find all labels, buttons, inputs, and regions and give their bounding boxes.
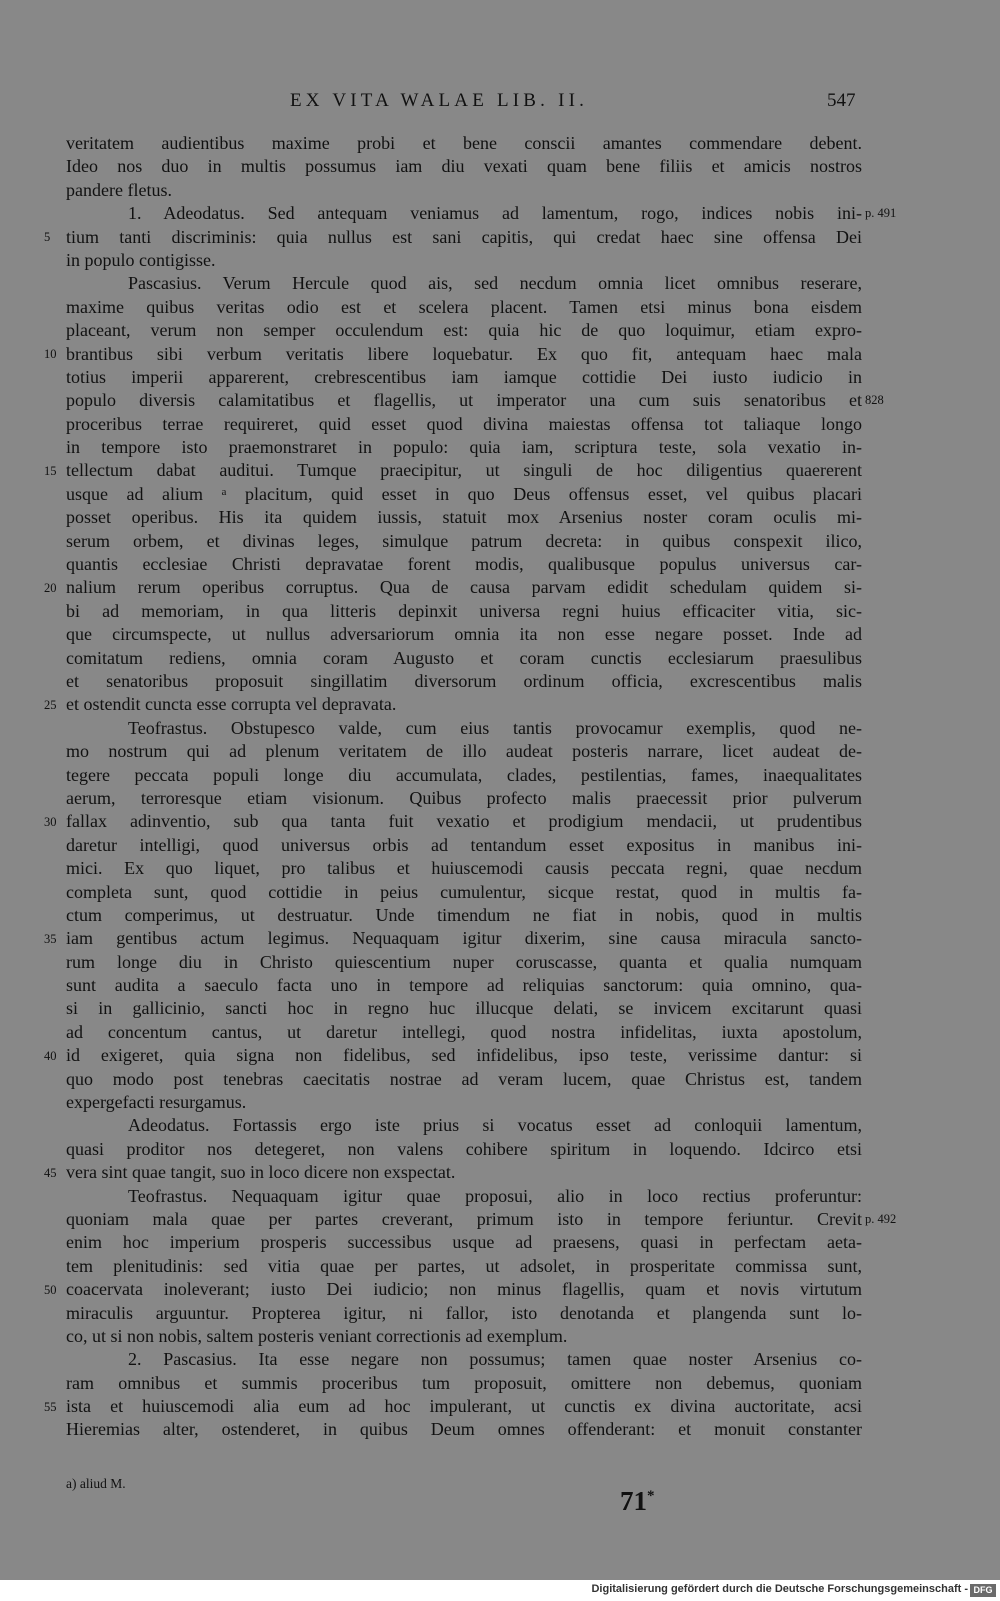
text-line: 2. Pascasius. Ita esse negare non possumus; tamen quae noster Arsenius co-: [128, 1349, 862, 1370]
text-line: tem plenitudinis: sed vitia quae per partes, ut adsolet, in prosperitate commissa sunt,: [66, 1255, 862, 1276]
text-line: quo modo post tenebras caecitatis nostrae ad veram lucem, quae Christus est, tandem: [66, 1068, 862, 1089]
text-line: in populo contigisse.: [66, 249, 216, 270]
text-line: quantis ecclesiae Christi depravatae forent modis, qualibusque populus universus car-: [66, 554, 862, 575]
signature-star: *: [647, 1488, 655, 1504]
text-line: placeant, verum non semper occulendum est: quia hic de quo loquimur, etiam expro-: [66, 320, 862, 341]
text-line: pandere fletus.: [66, 179, 172, 200]
footer-bar: [0, 1580, 1000, 1601]
text-line: ram omnibus et summis proceribus tum proposuit, omittere non debemus, quoniam: [66, 1372, 862, 1393]
text-line: enim hoc imperium prosperis successibus usque ad praesens, quasi in perfectam aeta-: [66, 1232, 862, 1253]
text-line: si in gallicinio, sancti hoc in regno huc illucque delati, se invicem excitarunt quasi: [66, 998, 862, 1019]
text-line: tellectum dabat auditui. Tumque praecipitur, ut singuli de hoc diligentius quaererent: [66, 460, 862, 481]
footnote: a) aliud M.: [66, 1476, 126, 1491]
text-line: daretur intelligi, quod universus orbis ad tentandum esset expositus in manibus ini-: [66, 834, 862, 855]
line-number: 45: [44, 1165, 57, 1180]
text-line: Teofrastus. Obstupesco valde, cum eius tantis provocamur exemplis, quod ne-: [128, 717, 862, 738]
text-line: usque ad alium ᵃ placitum, quid esset in quo Deus offensus esset, vel quibus placari: [66, 483, 862, 504]
text-line: Teofrastus. Nequaquam igitur quae proposui, alio in loco rectius proferuntur:: [128, 1185, 862, 1206]
text-line: miraculis arguuntur. Propterea igitur, ni fallor, isto denotanda et plangenda sunt lo-: [66, 1302, 862, 1323]
text-line: serum orbem, et divinas leges, simulque patrum decreta: in quibus conspexit ilico,: [66, 530, 862, 551]
text-line: totius imperii apparerent, crebrescentibus iam iamque cottidie Dei iusto iudicio in: [66, 366, 862, 387]
text-line: tegere peccata populi longe diu accumulata, clades, pestilentias, fames, inaequalitates: [66, 764, 862, 785]
text-line: que circumspecte, ut nullus adversariorum omnia ita non esse negare posset. Inde ad: [66, 624, 862, 645]
text-line: ctum comperimus, ut destruatur. Unde timendum ne fiat in nobis, quod in multis: [66, 904, 862, 925]
text-line: id exigeret, quia signa non fidelibus, sed infidelibus, ipso teste, verissime dantur: si: [66, 1045, 862, 1066]
text-line: et ostendit cuncta esse corrupta vel depravata.: [66, 694, 397, 715]
text-line: mo nostrum qui ad plenum veritatem de illo audeat posteris narrare, licet audeat de-: [66, 741, 862, 762]
line-number: 40: [44, 1048, 57, 1063]
page-number: 547: [827, 90, 856, 111]
funding-notice: Digitalisierung gefördert durch die Deutsche Forschungsgemeinschaft -: [591, 1583, 968, 1595]
line-number: 30: [44, 814, 57, 829]
running-header-title: EX VITA WALAE LIB. II.: [290, 90, 589, 111]
text-line: et senatoribus proposuit singillatim diversorum ordinum officia, excrescentibus malis: [66, 670, 862, 691]
text-line: rum longe diu in Christo quiescentium nuper coruscasse, quanta et qualia numquam: [66, 951, 862, 972]
text-line: maxime quibus veritas odio est et scelera placent. Tamen etsi minus bona eisdem: [66, 296, 862, 317]
signature-number: 71: [620, 1486, 647, 1516]
text-line: populo diversis calamitatibus et flagellis, ut imperator una cum suis senatoribus et: [66, 390, 862, 411]
text-line: tium tanti discriminis: quia nullus est sani capitis, qui credat haec sine offensa Dei: [66, 226, 862, 247]
text-line: expergefacti resurgamus.: [66, 1092, 247, 1113]
line-number: 50: [44, 1282, 57, 1297]
text-line: iam gentibus actum legimus. Nequaquam igitur dixerim, sine causa miracula sancto-: [66, 928, 862, 949]
line-number: 35: [44, 931, 57, 946]
text-line: ad concentum cantus, ut daretur intellegi, quod nostra infidelitas, iuxta apostolum,: [66, 1021, 862, 1042]
text-line: Ideo nos duo in multis possumus iam diu vexati quam bene filiis et amicis nostros: [66, 156, 862, 177]
text-line: fallax adinventio, sub qua tanta fuit vexatio et prodigium mendacii, ut prudentibus: [66, 811, 862, 832]
text-line: Adeodatus. Fortassis ergo iste prius si vocatus esset ad conloquii lamentum,: [128, 1115, 862, 1136]
line-number: 5: [44, 229, 51, 244]
line-number: 20: [44, 580, 57, 595]
text-line: coacervata inoleverant; iusto Dei iudicio; non minus flagellis, quam et novis virtutum: [66, 1279, 862, 1300]
text-line: posset operibus. His ita quidem iussis, statuit mox Arsenius noster coram oculis mi-: [66, 507, 862, 528]
text-line: in tempore isto praemonstraret in populo: quia iam, scriptura teste, sola vexatio in-: [66, 437, 862, 458]
text-line: veritatem audientibus maxime probi et bene conscii amantes commendare debent.: [66, 133, 862, 153]
main-text: [66, 132, 862, 1442]
text-line: Pascasius. Verum Hercule quod ais, sed necdum omnia licet omnibus reserare,: [128, 273, 862, 294]
text-line: comitatum rediens, omnia coram Augusto et coram cunctis ecclesiarum praesulibus: [66, 647, 862, 668]
text-line: quasi proditor nos detegeret, non valens cohibere spiritum in loquendo. Idcirco etsi: [66, 1138, 862, 1159]
text-line: brantibus sibi verbum veritatis libere loquebatur. Ex quo fit, antequam haec mala: [66, 343, 862, 364]
line-number: 55: [44, 1399, 57, 1414]
text-line: mici. Ex quo liquet, pro talibus et huiuscemodi causis peccata regni, quae necdum: [66, 858, 862, 879]
line-number: 25: [44, 697, 57, 712]
text-line: quoniam mala quae per partes creverant, primum isto in tempore feriuntur. Crevit: [66, 1208, 862, 1229]
text-line: co, ut si non nobis, saltem posteris veniant correctionis ad exemplum.: [66, 1325, 568, 1346]
text-line: sunt audita a saeculo facta uno in tempore ad reliquias sanctorum: quia omnino, qua-: [66, 975, 862, 996]
text-line: completa sunt, quod cottidie in peius cumulentur, sicque restat, quod in multis fa-: [66, 881, 862, 902]
margin-reference: p. 491: [865, 206, 897, 221]
margin-reference: 828: [865, 393, 884, 408]
text-line: nalium rerum operibus corruptus. Qua de causa parvam edidit schedulam quidem si-: [66, 577, 862, 598]
text-line: Hieremias alter, ostenderet, in quibus Deum omnes offenderant: et monuit constanter: [66, 1419, 862, 1440]
text-line: vera sint quae tangit, suo in loco dicere non exspectat.: [66, 1162, 456, 1183]
text-line: bi ad memoriam, in qua litteris depinxit universa regni huius efficaciter vitia, sic-: [66, 600, 862, 621]
dfg-logo: DFG: [970, 1584, 996, 1597]
text-line: proceribus terrae requireret, quid esset quod divina maiestas offensa tot taliaque longo: [66, 413, 862, 434]
line-number: 10: [44, 346, 57, 361]
margin-reference: p. 492: [865, 1212, 897, 1227]
text-line: ista et huiuscemodi alia eum ad hoc impulerant, ut cunctis ex divina auctoritate, acsi: [66, 1396, 862, 1417]
text-line: 1. Adeodatus. Sed antequam veniamus ad lamentum, rogo, indices nobis ini-: [128, 203, 862, 224]
text-line: aerum, terroresque etiam visionum. Quibus profecto malis praecessit prior pulverum: [66, 787, 862, 808]
signature-mark: [620, 1486, 655, 1517]
line-number: 15: [44, 463, 57, 478]
